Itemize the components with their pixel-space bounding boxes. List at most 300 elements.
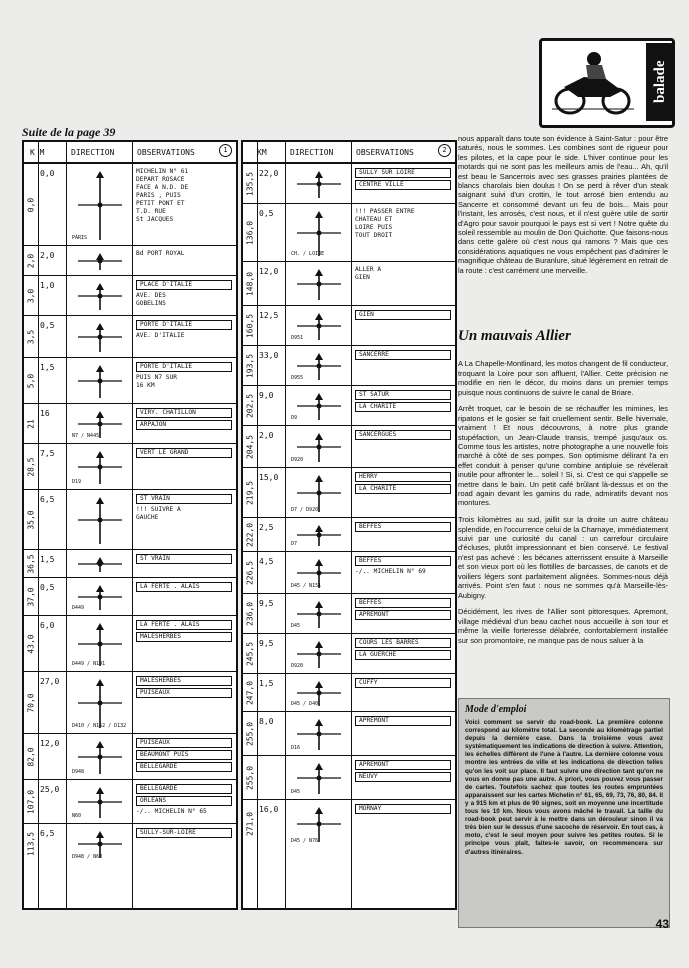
direction-sign: CUFFY: [355, 678, 451, 688]
km-partial: 0,0: [40, 169, 55, 178]
km-total-value: 43,0: [26, 633, 36, 654]
observations: [355, 390, 451, 414]
direction-sign: LA FERTE . ALAIS: [136, 582, 232, 592]
km-total: [24, 672, 38, 733]
km-partial: 16: [40, 409, 50, 418]
observation-text: St JACQUES: [136, 216, 174, 223]
observation-text: GIEN: [355, 274, 370, 281]
direction-diagram: [289, 350, 349, 381]
km-partial: 16,0: [259, 805, 279, 814]
roadbook-header: [243, 142, 455, 164]
observation-text: Bd PORT ROYAL: [136, 250, 185, 257]
km-total-value: 0,0: [26, 197, 36, 212]
km-total: [24, 734, 38, 779]
roadbook-row: [243, 518, 455, 552]
direction-sign: NEUVY: [355, 772, 451, 782]
roadbook-row: [24, 444, 236, 490]
route-arrow-icon: [70, 168, 130, 242]
direction-sign: MALESHERBES: [136, 632, 232, 642]
observations: [355, 638, 451, 662]
km-total: [243, 674, 257, 711]
km-partial: 15,0: [259, 473, 279, 482]
km-total-value: 193,5: [245, 353, 255, 378]
km-partial: 22,0: [259, 169, 279, 178]
km-partial: 6,5: [40, 495, 55, 504]
km-total: [243, 800, 257, 848]
km-partial: 0,5: [40, 321, 55, 330]
direction-diagram: [289, 310, 349, 341]
km-partial: 12,0: [40, 739, 60, 748]
road-number-label: D45 / N151: [291, 583, 322, 589]
km-total: [243, 386, 257, 425]
direction-sign: MORNAY: [355, 804, 451, 814]
km-total-value: 107,0: [26, 789, 36, 814]
direction-sign: CENTRE VILLE: [355, 180, 451, 190]
section-heading: Un mauvais Allier: [458, 328, 571, 344]
km-partial: 0,5: [259, 209, 274, 218]
route-arrow-icon: [289, 522, 349, 548]
km-partial: 25,0: [40, 785, 60, 794]
km-total-value: 82,0: [26, 746, 36, 767]
direction-diagram: [289, 522, 349, 547]
roadbook-rows: [24, 164, 236, 908]
observation-text: AVE. DES: [136, 292, 166, 299]
direction-diagram: [70, 620, 130, 667]
article-paragraph: nous apparaît dans toute son évidence à Saint-Satur : pour être saturés, nous le sommes. Les combines sont de rigueur pour les pilotes, et la cape pour le side. L'hiver continue pour les motards qui ne sont pas les meilleurs amis de l'eau... Ah, qu'il est beau le Sancerrois avec ses grasses prairies plantées de blancs charolais bien doulus ! On se perd à rêver d'un steak saignant suivi d'un crottin, le tout arrosé bien entendu au Sancerre et consommé devant un feu de bois... Mais pour l'instant, les arrosés, c'est nous, et il n'est guère utile de sortir d'Agro pour savoir pourquoi le pays est si vert ! Notre quête du soleil ressemble au moulin de Don Quichotte. Que faisons-nous dans cette galère où c'est nous qui ramons ? Mais que ces considérations aquatiques ne vous empêchent pas d'admirer le magnifique château de Buranlure, situé légèrement en retrait de la route : c'est carrément une merveille.: [458, 134, 668, 275]
motorcycle-rider-illustration: [550, 47, 636, 119]
km-total: [24, 276, 38, 315]
observation-text: PUIS N7 SUR: [136, 374, 177, 381]
km-total: [24, 550, 38, 577]
direction-sign: ST SATUR: [355, 390, 451, 400]
road-number-label: D449 / N191: [72, 661, 106, 667]
observations: [136, 280, 232, 308]
observations: [136, 320, 232, 340]
observation-text: T.D. RUE: [136, 208, 166, 215]
roadbook-row: [243, 674, 455, 712]
direction-sign: HERRY: [355, 472, 451, 482]
mode-emploi-body: Voici comment se servir du road-book. La première colonne correspond au kilomètre total. La seconde au kilomètrage partiel depuis la dernière case. Dans la troisième vous avez systématiquement les indications de direction à suivre. Attention, les échelles diffèrent de l'une à l'autre. La dernière colonne vous montre les entrées de ville et les indications de direction telles qu'on les voit sur place. Il faut suivre une direction tant qu'on ne vous en donne pas une autre. A priori, vous pouvez vous passer de cartes. Toutefois sachez que toutes les routes empruntées apparaissent sur les cartes Michelin n° 61, 65, 69, 73, 76, 80, 84. Il y a 915 km et plus de 90 signes, soit en moyenne une incertitude tous les 10 km. Nous vous avons mâché le travail. La taille du road-book peut servir à le mettre dans un dérouleur sinon il va très bien sur le dessus d'une sacoche de réservoir. En tout cas, à moto, c'est le seul moyen pour suivre les petites routes. Si le principe vous plaît, faites-le savoir, on recommencera sur d'autres itinéraires.: [465, 719, 663, 856]
direction-sign: SULLY SUR LOIRE: [355, 168, 451, 178]
km-total: [24, 404, 38, 443]
observations: [136, 448, 232, 460]
km-total: [243, 518, 257, 551]
direction-sign: SANCERRE: [355, 350, 451, 360]
km-total-value: 35,0: [26, 509, 36, 530]
direction-sign: PUISEAUX: [136, 738, 232, 748]
road-number-label: PARIS: [72, 235, 88, 241]
km-partial: 27,0: [40, 677, 60, 686]
km-partial: 1,5: [40, 363, 55, 372]
roadbook-row: [24, 490, 236, 550]
km-total: [24, 444, 38, 489]
km-total-value: 136,0: [245, 220, 255, 245]
direction-diagram: [70, 320, 130, 353]
km-total: [24, 780, 38, 823]
km-total: [243, 468, 257, 517]
route-arrow-icon: [70, 494, 130, 546]
route-arrow-icon: [70, 676, 130, 730]
direction-sign: LA GUERCHE: [355, 650, 451, 660]
continued-from-note: Suite de la page 39: [22, 125, 116, 139]
direction-sign: PORTE D'ITALIE: [136, 362, 232, 372]
road-number-label: D7: [291, 541, 298, 547]
direction-sign: COURS LES BARRES: [355, 638, 451, 648]
km-total-value: 3,5: [26, 329, 36, 344]
km-total-value: 255,0: [245, 765, 255, 790]
km-partial: 7,5: [40, 449, 55, 458]
km-partial: 2,0: [40, 251, 55, 260]
km-partial: 9,0: [259, 391, 274, 400]
direction-diagram: [70, 554, 130, 573]
road-number-label: D9: [291, 415, 298, 421]
observation-text: LOIRE PUIS: [355, 224, 393, 231]
km-total: [243, 262, 257, 305]
road-number-label: D948 / N60: [72, 854, 103, 860]
direction-diagram: [70, 408, 130, 439]
article-paragraph: Arrêt troquet, car le besoin de se réchauffer les mimines, les ripatons et le gosier se fait cruellement sentir. Belle hivernale, vraiment ! Et nous découvrons, à notre plus grande stupéfaction, un Jean-Claude transis, trempé jusqu'aux os. Comme tous les artistes, notre photographe a une nouvelle fois marché à côté de ses pompes. Son optimisme délirant l'a en effet conduit à penser qu'une combine antipluie se révélerait inutile pour affronter le... soleil ! Si, si. C'est ce qui s'appelle se mettre dans le bain. Un petit café brûlant là-dessus et on the road again devant les gamins du rade, admiratifs devant nos montures.: [458, 404, 668, 508]
route-arrow-icon: [70, 280, 130, 312]
direction-sign: PORTE D'ITALIE: [136, 320, 232, 330]
km-total: [24, 490, 38, 549]
direction-sign: APREMONT: [355, 610, 451, 620]
mode-emploi-title: Mode d'emploi: [465, 704, 527, 715]
observations: [355, 678, 451, 690]
observations: [355, 472, 451, 496]
observation-text: -/.. MICHELIN N° 69: [355, 568, 426, 575]
road-number-label: D920: [291, 457, 304, 463]
balade-logo: [539, 38, 675, 128]
direction-sign: SANCERGUES: [355, 430, 451, 440]
direction-sign: ARPAJON: [136, 420, 232, 430]
km-partial: 9,5: [259, 599, 274, 608]
observation-text: CHATEAU ET: [355, 216, 393, 223]
km-total: [243, 712, 257, 755]
km-total-value: 28,5: [26, 456, 36, 477]
roadbook-row: [24, 824, 236, 864]
roadbook-row: [243, 306, 455, 346]
observations: [355, 716, 451, 728]
observation-text: 16 KM: [136, 382, 155, 389]
observations-header: OBSERVATIONS: [356, 148, 414, 157]
roadbook-row: [24, 358, 236, 404]
km-total-value: 219,5: [245, 480, 255, 505]
route-arrow-icon: [70, 250, 130, 272]
direction-diagram: [70, 494, 130, 545]
km-total-value: 5,0: [26, 373, 36, 388]
km-total: [243, 756, 257, 799]
observation-text: -/.. MICHELIN N° 65: [136, 808, 207, 815]
observations: [136, 250, 232, 258]
km-total: [24, 824, 38, 864]
observations: [355, 430, 451, 442]
direction-diagram: [289, 716, 349, 751]
roadbook-row: [24, 780, 236, 824]
km-total-value: 36,5: [26, 553, 36, 574]
roadbook-row: [243, 552, 455, 594]
roadbook-row: [243, 594, 455, 634]
road-number-label: D955: [291, 375, 304, 381]
km-total-value: 222,0: [245, 522, 255, 547]
observation-text: TOUT DROIT: [355, 232, 393, 239]
roadbook-row: [24, 246, 236, 276]
direction-diagram: [70, 738, 130, 775]
roadbook-row: [24, 550, 236, 578]
road-number-label: D45: [291, 789, 301, 795]
direction-sign: BEAUMONT PUIS: [136, 750, 232, 760]
km-total-value: 204,5: [245, 434, 255, 459]
roadbook-row: [243, 468, 455, 518]
km-partial: 1,0: [40, 281, 55, 290]
km-partial: 6,5: [40, 829, 55, 838]
route-arrow-icon: [70, 554, 130, 574]
direction-sign: LA CHARITE: [355, 484, 451, 494]
road-number-label: D410 / N152 / D132: [72, 723, 127, 729]
km-partial: 2,5: [259, 523, 274, 532]
km-total-value: 113,5: [26, 831, 36, 857]
roadbook-row: [243, 346, 455, 386]
road-number-label: D948: [72, 769, 85, 775]
observation-text: GOBELINS: [136, 300, 166, 307]
direction-sign: ST VRAIN: [136, 554, 232, 564]
roadbook-row: [24, 616, 236, 672]
road-number-label: D45 / N76: [291, 838, 319, 844]
article-column-top: [458, 134, 668, 275]
direction-sign: GIEN: [355, 310, 451, 320]
km-partial: 12,5: [259, 311, 279, 320]
mode-emploi-box: [458, 698, 670, 928]
roadbook-row: [24, 276, 236, 316]
direction-sign: VERT LE GRAND: [136, 448, 232, 458]
direction-diagram: [70, 582, 130, 611]
direction-sign: ORLEANS: [136, 796, 232, 806]
direction-diagram: [289, 390, 349, 421]
km-total-value: 148,0: [245, 271, 255, 296]
roadbook-row: [243, 262, 455, 306]
observation-text: PARIS , PUIS: [136, 192, 181, 199]
km-total-value: 226,5: [245, 560, 255, 585]
direction-sign: APREMONT: [355, 760, 451, 770]
roadbook-row: [243, 634, 455, 674]
direction-diagram: [289, 678, 349, 707]
direction-diagram: [289, 168, 349, 199]
roadbook-table-1: [22, 140, 238, 910]
km-partial: 6,0: [40, 621, 55, 630]
km-partial: 8,0: [259, 717, 274, 726]
road-number-label: D951: [291, 335, 304, 341]
direction-sign: ST VRAIN: [136, 494, 232, 504]
km-partial: 1,5: [40, 555, 55, 564]
km-total-value: 255,0: [245, 721, 255, 746]
article-paragraph: A La Chapelle-Montlinard, les motos changent de fil conducteur, troquant la Loire pour son affluent, l'Allier. Cette précision ne modifie en rien le décor, du moins dans un premier temps puisque nous continuons de suivre le canal de Briare.: [458, 359, 668, 397]
km-total-value: 271,0: [245, 811, 255, 837]
km-total-value: 247,0: [245, 680, 255, 705]
km-total-value: 37,0: [26, 586, 36, 607]
article-paragraph: Trois kilomètres au sud, jaillit sur la droite un autre château splendide, en l'occurrence celui de la Charnaye, immédiatement suivi par une curiosité du canal : un carrefour circulaire d'écluses, plutôt impressionnant et bien conservé. Le festival n'est pas achevé : les bécanes atterrissent ensuite à Marseille et son vieux port où les flottilles de barcasses, de canots et de voiliers légers sont parfaitement alignées. Sommes-nous déjà arrivés. Point s'en faut : nous ne sommes qu'à Marseille-lès-Aubigny.: [458, 515, 668, 600]
direction-diagram: [289, 266, 349, 301]
direction-diagram: [289, 598, 349, 629]
observations: [136, 168, 232, 224]
page-number: 43: [655, 917, 669, 931]
section-number: 2: [438, 144, 451, 157]
km-header: K M: [30, 148, 45, 157]
observation-text: !!! SUIVRE A: [136, 506, 181, 513]
road-number-label: D45: [291, 623, 301, 629]
observations: [136, 828, 232, 840]
roadbook-row: [24, 404, 236, 444]
roadbook-row: [243, 164, 455, 204]
observation-text: !!! PASSER ENTRE: [355, 208, 415, 215]
direction-sign: BELLEGARDE: [136, 762, 232, 772]
km-total-value: 70,0: [26, 692, 36, 713]
km-total: [243, 306, 257, 345]
km-total: [243, 426, 257, 467]
road-number-label: D920: [291, 663, 304, 669]
direction-diagram: [70, 168, 130, 241]
road-number-label: D16: [291, 745, 301, 751]
km-total: [24, 246, 38, 275]
direction-diagram: [289, 804, 349, 844]
km-total-value: 135,5: [245, 171, 255, 196]
km-total-value: 202,5: [245, 393, 255, 418]
route-arrow-icon: [70, 320, 130, 354]
direction-diagram: [70, 828, 130, 860]
observations: [136, 408, 232, 432]
km-partial: 33,0: [259, 351, 279, 360]
km-total-value: 160,5: [245, 313, 255, 338]
km-total-value: 236,0: [245, 601, 255, 626]
km-header: KM: [257, 148, 267, 157]
direction-diagram: [289, 472, 349, 513]
observations: [355, 522, 451, 534]
direction-diagram: [70, 362, 130, 399]
route-arrow-icon: [289, 168, 349, 200]
observations: [136, 582, 232, 594]
roadbook-row: [243, 756, 455, 800]
observations: [355, 598, 451, 622]
km-partial: 4,5: [259, 557, 274, 566]
observations: [355, 208, 451, 240]
observations: [355, 804, 451, 816]
observation-text: DEPART ROSACE: [136, 176, 185, 183]
km-partial: 0,5: [40, 583, 55, 592]
roadbook-row: [24, 578, 236, 616]
observation-text: PETIT PONT ET: [136, 200, 185, 207]
km-partial: 1,5: [259, 679, 274, 688]
direction-sign: LA FERTE . ALAIS: [136, 620, 232, 630]
roadbook-row: [243, 800, 455, 848]
direction-diagram: [289, 760, 349, 795]
observations-header: OBSERVATIONS: [137, 148, 195, 157]
article-paragraph: Décidément, les rives de l'Allier sont pittoresques. Apremont, village médiéval d'un beau cachet nous accueille à son tour et même la vieille forteresse délabrée, confortablement installée sur son promontoire, ne manque pas de nous saluer à la: [458, 607, 668, 645]
road-number-label: CH. / LOIRE: [291, 251, 325, 257]
observation-text: MICHELIN N° 61: [136, 168, 189, 175]
km-total: [24, 316, 38, 357]
section-number: 1: [219, 144, 232, 157]
observations: [355, 310, 451, 322]
road-number-label: D7 / D920: [291, 507, 319, 513]
km-partial: 12,0: [259, 267, 279, 276]
roadbook-row: [243, 386, 455, 426]
road-number-label: N7 / N445: [72, 433, 100, 439]
km-total: [24, 616, 38, 671]
direction-sign: VIRY. CHATILLON: [136, 408, 232, 418]
direction-diagram: [70, 676, 130, 729]
observation-text: FACE A N.D. DE: [136, 184, 189, 191]
direction-sign: APREMONT: [355, 716, 451, 726]
direction-sign: BEFFES: [355, 522, 451, 532]
route-arrow-icon: [70, 362, 130, 400]
km-total-value: 21: [26, 418, 36, 429]
direction-diagram: [70, 250, 130, 271]
direction-sign: PLACE D'ITALIE: [136, 280, 232, 290]
km-total: [243, 594, 257, 633]
km-total: [243, 346, 257, 385]
observations: [355, 556, 451, 576]
observation-text: ALLER A: [355, 266, 382, 273]
route-arrow-icon: [289, 266, 349, 302]
direction-diagram: [289, 430, 349, 463]
roadbook-row: [24, 164, 236, 246]
km-total: [243, 204, 257, 261]
direction-sign: PUISEAUX: [136, 688, 232, 698]
direction-sign: BELLEGARDE: [136, 784, 232, 794]
km-total: [243, 164, 257, 203]
roadbook-row: [243, 426, 455, 468]
observations: [136, 784, 232, 816]
observations: [136, 738, 232, 774]
km-total: [24, 358, 38, 403]
roadbook-header: [24, 142, 236, 164]
km-total: [243, 634, 257, 673]
km-total-value: 3,0: [26, 288, 36, 303]
route-arrow-icon: [289, 390, 349, 422]
direction-header: DIRECTION: [290, 148, 334, 157]
direction-diagram: [70, 280, 130, 311]
roadbook-table-2: [241, 140, 457, 910]
observations: [355, 760, 451, 784]
direction-diagram: [70, 784, 130, 819]
observations: [136, 494, 232, 522]
direction-diagram: [289, 208, 349, 257]
observations: [136, 676, 232, 700]
observations: [136, 362, 232, 390]
road-number-label: D45 / D40: [291, 701, 319, 707]
km-total-value: 2,0: [26, 253, 36, 268]
observations: [136, 620, 232, 644]
observations: [136, 554, 232, 566]
direction-sign: SULLY-SUR-LOIRE: [136, 828, 232, 838]
roadbook-row: [24, 316, 236, 358]
road-number-label: D19: [72, 479, 82, 485]
article-column-bottom: [458, 352, 668, 652]
roadbook-row: [24, 734, 236, 780]
roadbook-row: [24, 672, 236, 734]
observation-text: AVE. D'ITALIE: [136, 332, 185, 339]
direction-header: DIRECTION: [71, 148, 115, 157]
direction-sign: MALESHERBES: [136, 676, 232, 686]
observation-text: GAUCHE: [136, 514, 159, 521]
km-total: [24, 164, 38, 245]
observations: [355, 266, 451, 282]
roadbook-row: [243, 204, 455, 262]
direction-diagram: [289, 556, 349, 589]
km-total: [24, 578, 38, 615]
logo-text: balade: [646, 43, 674, 121]
direction-sign: LA CHARITE: [355, 402, 451, 412]
km-total: [243, 552, 257, 593]
km-partial: 2,0: [259, 431, 274, 440]
